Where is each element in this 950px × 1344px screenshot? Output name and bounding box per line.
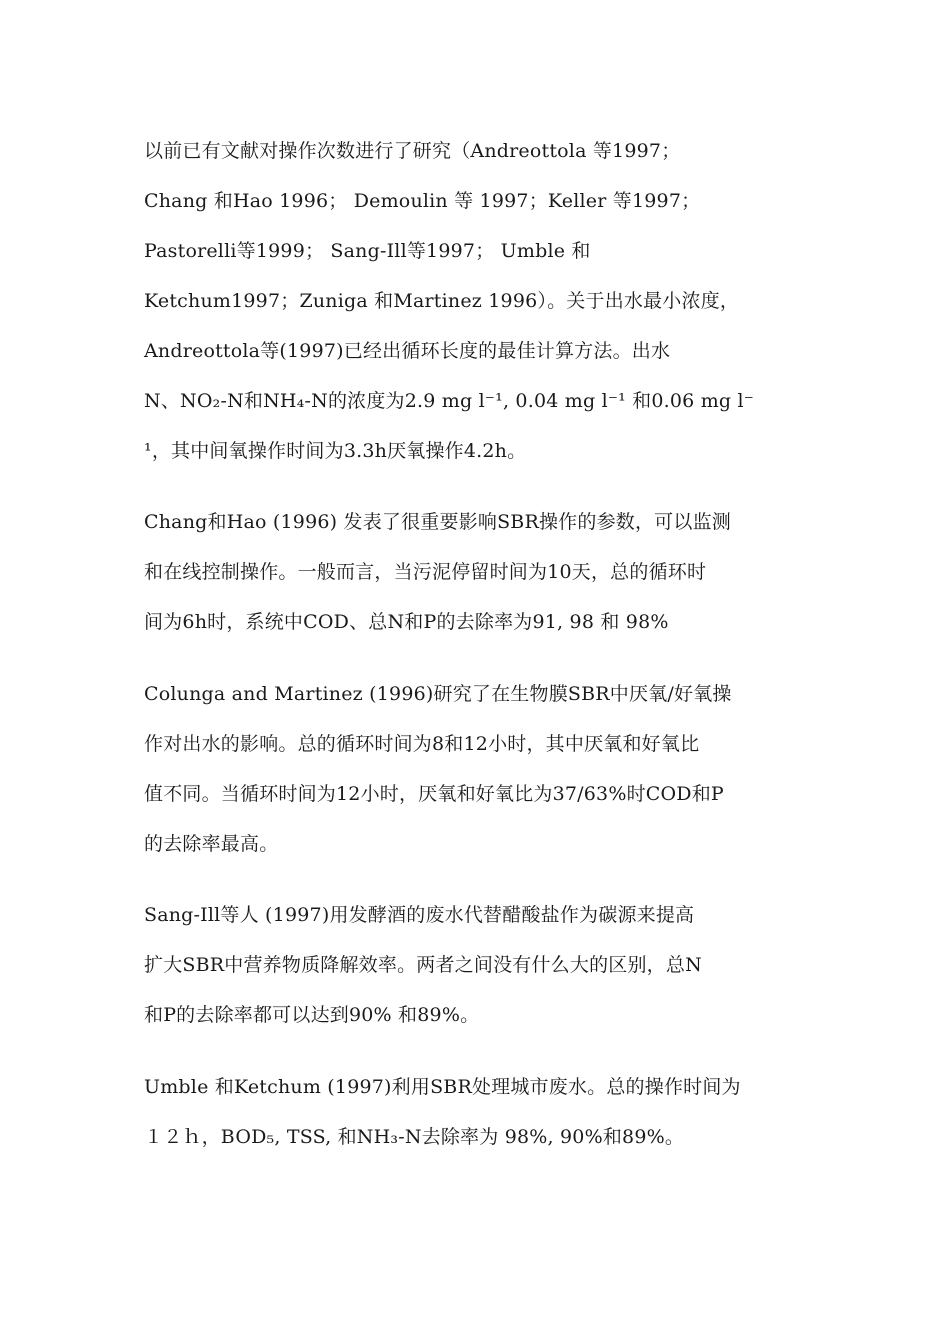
- text-line: Pastorelli等1999； Sang-Ill等1997； Umble 和: [144, 240, 591, 262]
- text-line: Ketchum1997；Zuniga 和Martinez 1996）。关于出水最小浓度，: [144, 290, 740, 312]
- paragraph-sang-ill: [144, 890, 808, 1040]
- text-line: Umble 和Ketchum (1997)利用SBR处理城市废水。总的操作时间为: [144, 1076, 741, 1098]
- paragraph-chang-hao: [144, 497, 808, 647]
- text-line: 间为6h时，系统中COD、总N和P的去除率为91, 98 和 98%: [144, 611, 669, 633]
- text-line: 的去除率最高。: [144, 833, 279, 855]
- text-line: Sang-Ill等人 (1997)用发酵酒的废水代替醋酸盐作为碳源来提高: [144, 904, 695, 926]
- text-line: １２ｈ，BOD₅, TSS, 和NH₃-N去除率为 98%, 90%和89%。: [144, 1126, 685, 1148]
- paragraph-colunga-martinez: [144, 669, 808, 869]
- text-line: 值不同。当循环时间为12小时，厌氧和好氧比为37/63%时COD和P: [144, 783, 724, 805]
- text-line: Chang 和Hao 1996； Demoulin 等 1997；Keller 等1997；: [144, 190, 701, 212]
- text-line: 和P的去除率都可以达到90% 和89%。: [144, 1004, 480, 1026]
- text-line: 作对出水的影响。总的循环时间为8和12小时，其中厌氧和好氧比: [144, 733, 700, 755]
- text-line: Andreottola等(1997)已经出循环长度的最佳计算方法。出水: [144, 340, 671, 362]
- text-line: Colunga and Martinez (1996)研究了在生物膜SBR中厌氧/好氧操: [144, 683, 732, 705]
- text-line: Chang和Hao (1996) 发表了很重要影响SBR操作的参数，可以监测: [144, 511, 731, 533]
- text-line: 扩大SBR中营养物质降解效率。两者之间没有什么大的区别，总N: [144, 954, 702, 976]
- text-line: ¹，其中间氧操作时间为3.3h厌氧操作4.2h。: [144, 440, 527, 462]
- text-line: 和在线控制操作。一般而言，当污泥停留时间为10天，总的循环时: [144, 561, 707, 583]
- text-line: N、NO₂-N和NH₄-N的浓度为2.9 mg l⁻¹, 0.04 mg l⁻¹ 和0.06 mg l⁻: [144, 390, 755, 412]
- paragraph-umble-ketchum: [144, 1062, 808, 1162]
- text-line: 以前已有文献对操作次数进行了研究（Andreottola 等1997；: [144, 140, 681, 162]
- paragraph-cycle-length-research: [144, 126, 808, 476]
